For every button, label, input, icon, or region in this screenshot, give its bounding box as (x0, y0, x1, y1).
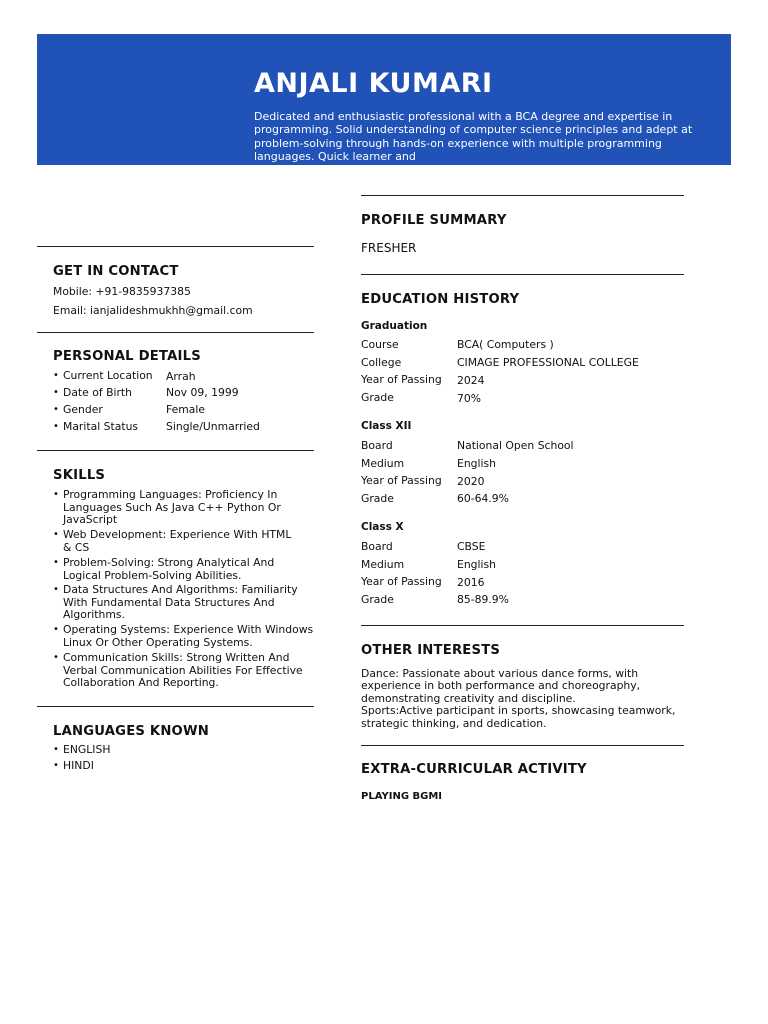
education-label: Board (361, 439, 393, 452)
education-label: Year of Passing (361, 575, 442, 588)
divider (361, 195, 684, 196)
personal-value: Single/Unmarried (166, 420, 260, 433)
education-label: Course (361, 338, 399, 351)
language-item: • HINDI (63, 760, 94, 773)
personal-label: • Current Location (63, 370, 153, 383)
education-value: 2016 (457, 576, 485, 589)
other-interests-heading: OTHER INTERESTS (361, 643, 501, 658)
divider (361, 274, 684, 275)
education-heading: EDUCATION HISTORY (361, 292, 520, 307)
extracurricular-heading: EXTRA-CURRICULAR ACTIVITY (361, 762, 587, 777)
personal-details-heading: PERSONAL DETAILS (53, 349, 201, 364)
language-item: • ENGLISH (63, 744, 110, 757)
education-value: National Open School (457, 439, 574, 452)
education-value: CIMAGE PROFESSIONAL COLLEGE (457, 356, 639, 369)
education-label: Grade (361, 593, 394, 606)
skill-item: • Communication Skills: Strong Written And Verbal Communication Abilities For Effective Collaboration And Reporting. (63, 652, 313, 690)
skill-item: • Operating Systems: Experience With Windows Linux Or Other Operating Systems. (63, 624, 323, 649)
education-label: Medium (361, 558, 405, 571)
education-label: Board (361, 540, 393, 553)
divider (37, 450, 314, 451)
personal-label: • Date of Birth (63, 387, 132, 400)
divider (37, 706, 314, 707)
skills-heading: SKILLS (53, 468, 106, 483)
education-label: Medium (361, 457, 405, 470)
header-summary: Dedicated and enthusiastic professional with a BCA degree and expertise in programming. Solid understanding of computer science principles and adept at problem-solving through hands-on experience with multiple programming languages. Quick learner and (254, 110, 693, 164)
divider (361, 625, 684, 626)
education-value: 70% (457, 392, 481, 405)
skill-item: • Problem-Solving: Strong Analytical And Logical Problem-Solving Abilities. (63, 557, 303, 582)
education-block-heading: Class XII (361, 420, 412, 432)
education-value: 2024 (457, 374, 485, 387)
candidate-name: ANJALI KUMARI (254, 68, 493, 99)
divider (37, 246, 314, 247)
extracurricular-text: PLAYING BGMI (361, 791, 443, 802)
education-label: Grade (361, 391, 394, 404)
contact-heading: GET IN CONTACT (53, 264, 179, 279)
skill-item: • Programming Languages: Proficiency In Languages Such As Java C++ Python Or JavaScript (63, 489, 303, 527)
education-block-heading: Graduation (361, 320, 428, 332)
divider (361, 745, 684, 746)
education-value: 2020 (457, 475, 485, 488)
education-value: CBSE (457, 540, 486, 553)
education-label: College (361, 356, 402, 369)
mobile-text: Mobile: +91-9835937385 (53, 285, 191, 298)
education-value: English (457, 457, 496, 470)
email-text: Email: ianjalideshmukhh@gmail.com (53, 304, 253, 317)
education-value: English (457, 558, 496, 571)
education-block-heading: Class X (361, 521, 404, 533)
education-label: Year of Passing (361, 373, 442, 386)
personal-value: Female (166, 403, 206, 416)
education-label: Year of Passing (361, 474, 442, 487)
header-banner (37, 34, 731, 165)
education-value: 60-64.9% (457, 492, 509, 505)
skill-item: • Web Development: Experience With HTML & CS (63, 529, 303, 554)
profile-summary-heading: PROFILE SUMMARY (361, 213, 507, 228)
personal-label: • Marital Status (63, 421, 138, 434)
other-interests-text: Dance: Passionate about various dance forms, with experience in both performance and choreography, demonstrating creativity and discipline. Sports:Active participant in sports, showcasing teamwork, strategic thinking, and dedication. (361, 667, 676, 730)
personal-label: • Gender (63, 404, 103, 417)
divider (37, 332, 314, 333)
personal-value: Nov 09, 1999 (166, 386, 239, 399)
education-label: Grade (361, 492, 394, 505)
languages-heading: LANGUAGES KNOWN (53, 724, 209, 739)
education-value: BCA( Computers ) (457, 338, 554, 351)
profile-summary-text: FRESHER (361, 241, 417, 255)
skill-item: • Data Structures And Algorithms: Familiarity With Fundamental Data Structures And Algorithms. (63, 584, 303, 622)
education-value: 85-89.9% (457, 593, 509, 606)
personal-value: Arrah (166, 370, 196, 383)
